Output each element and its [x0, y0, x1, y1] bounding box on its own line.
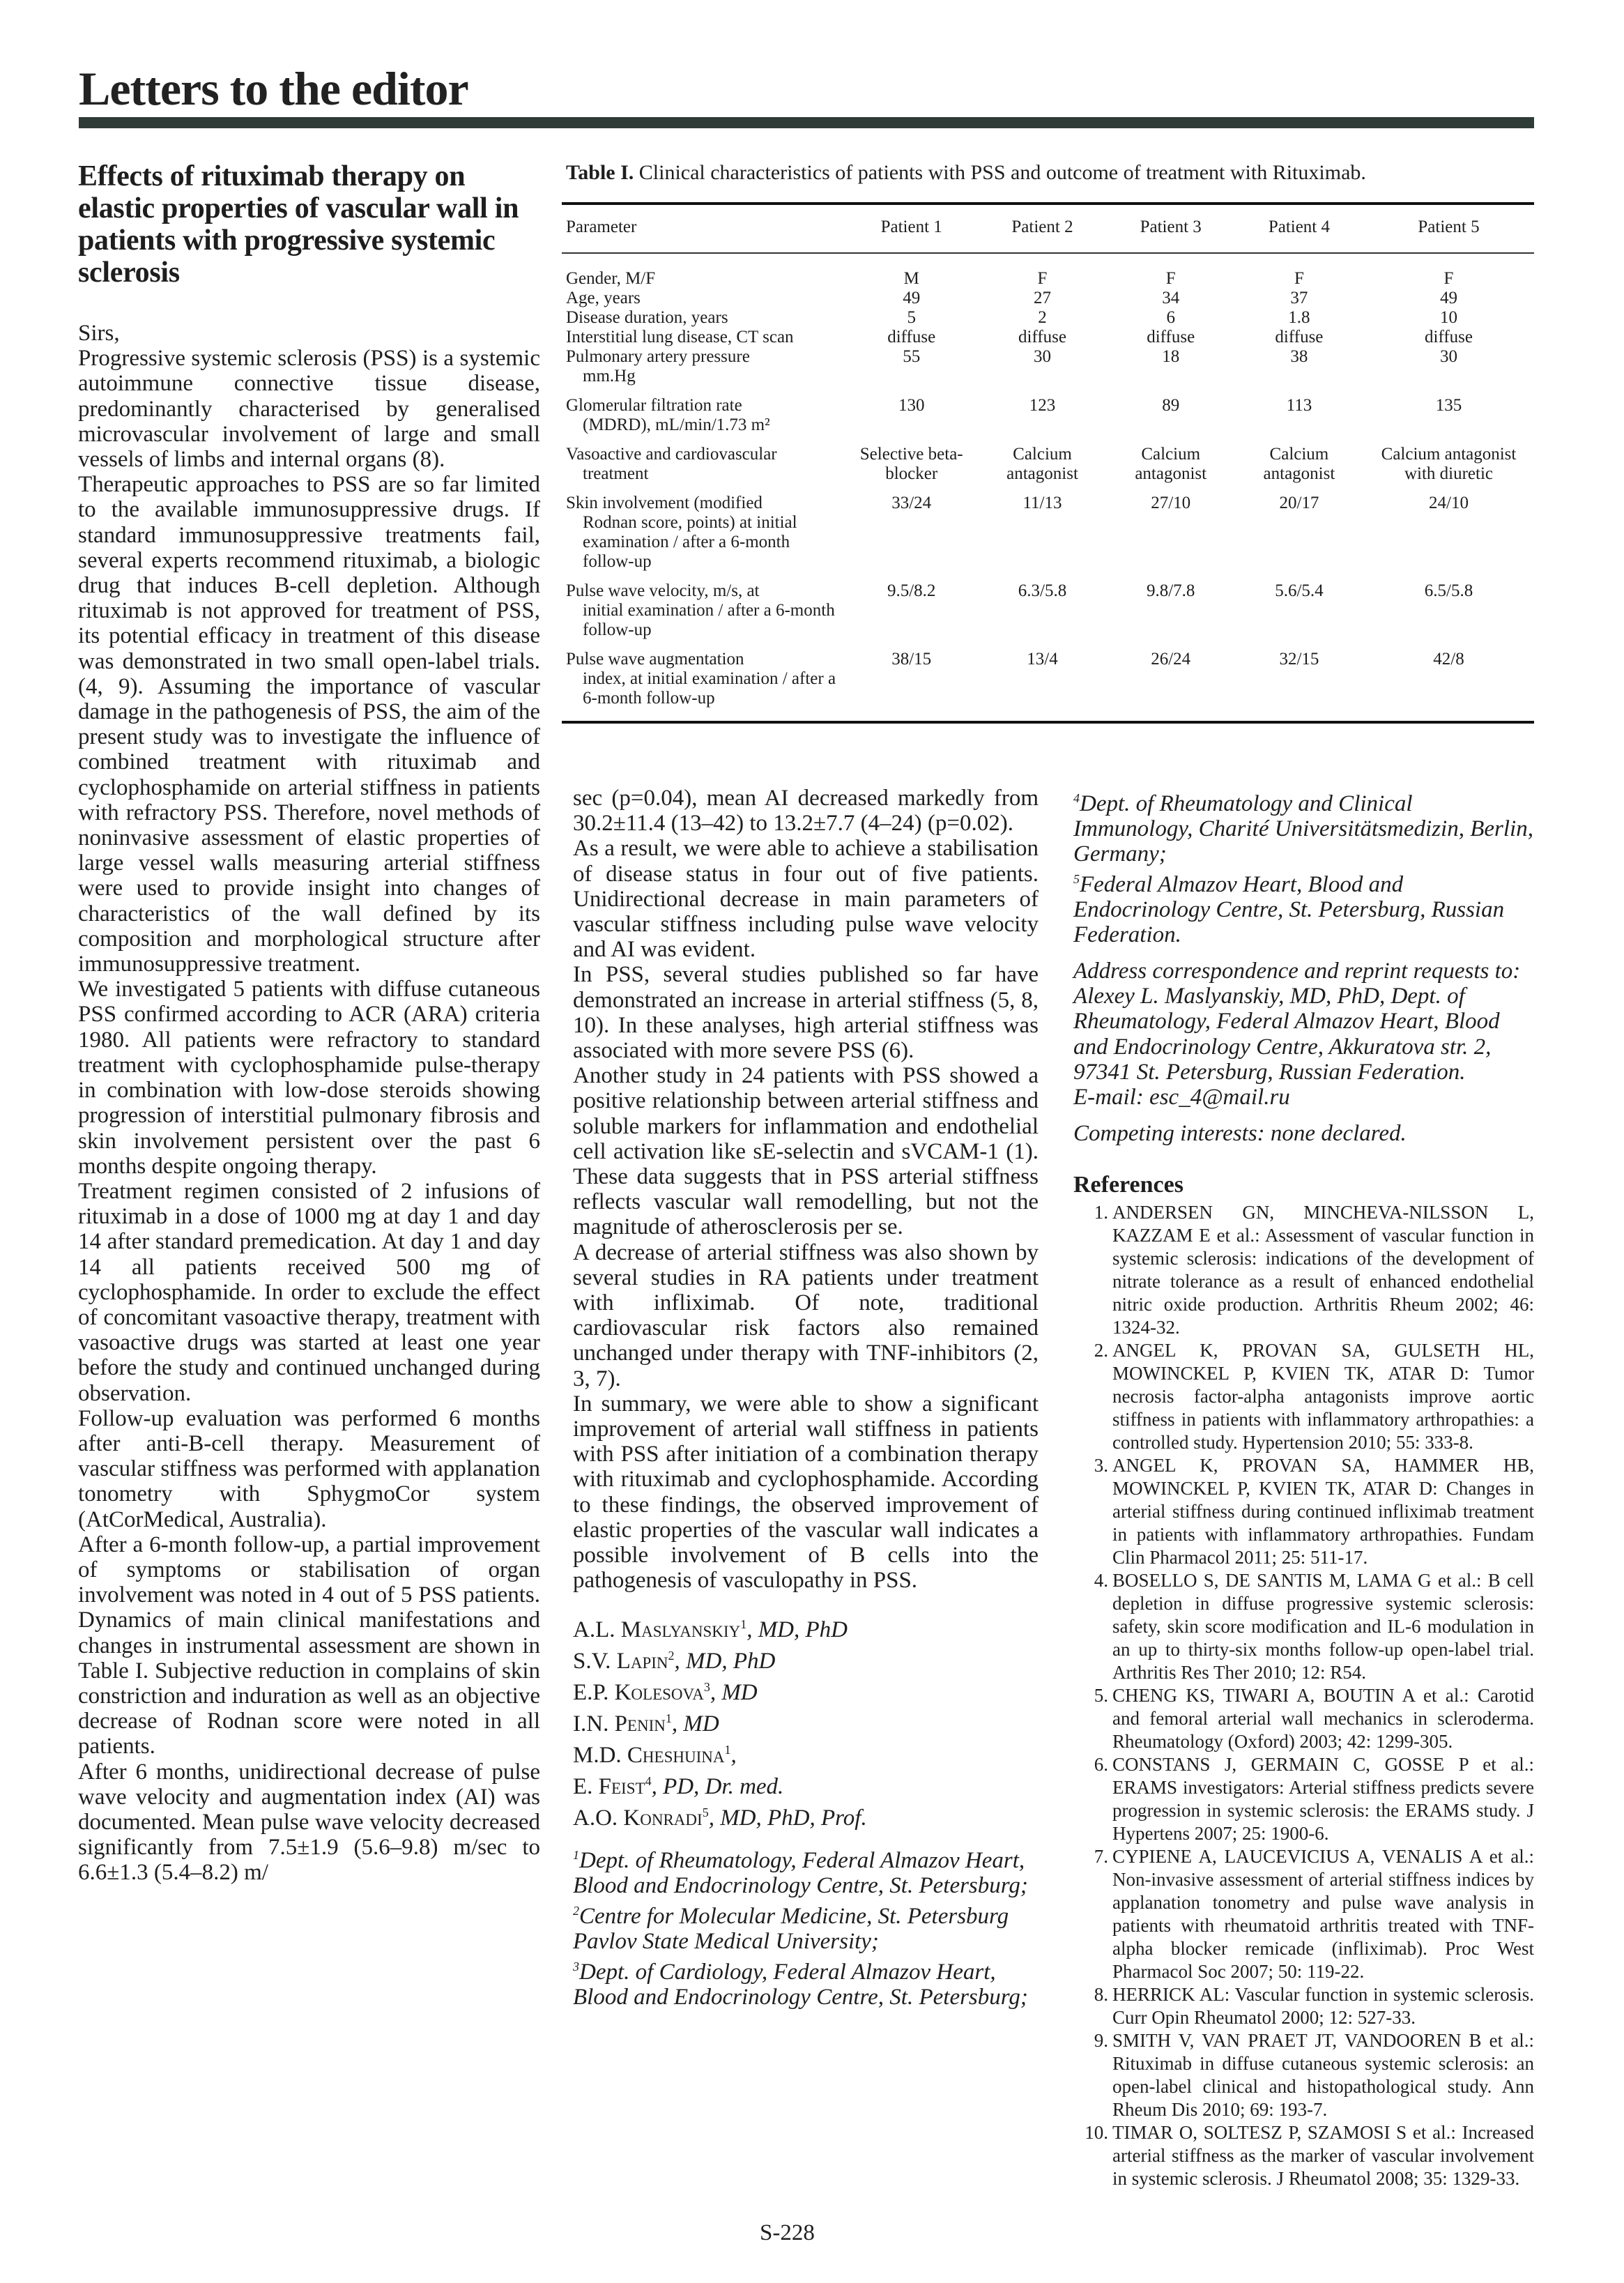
- affiliations-continued: [1073, 786, 1534, 947]
- reference-text: BOSELLO S, DE SANTIS M, LAMA G et al.: B cell depletion in diffuse progressive systemic sclerosis: safety, skin score modification and IL-6 modulation in an up to thirty-six months follow-up open-label trial. Arthritis Res Ther 2010; 12: R54.: [1112, 1569, 1534, 1683]
- author-name: I.N. Penin: [573, 1711, 666, 1736]
- table-row: [562, 347, 1534, 386]
- reference-item: [1073, 1454, 1534, 1569]
- value-cell: 10: [1440, 308, 1457, 327]
- body-paragraph: Follow-up evaluation was performed 6 months after anti-B-cell therapy. Measurement of vascular stiffness was performed with applanation tonometry with SphygmoCor system (AtCorMedical, Australia).: [78, 1405, 540, 1532]
- author-degree: , MD, PhD, Prof.: [708, 1805, 867, 1831]
- author-degree: ,: [730, 1742, 737, 1768]
- affiliation-marker: 1: [740, 1617, 747, 1631]
- value-cell: 113: [1286, 396, 1312, 415]
- affiliation-text: Dept. of Rheumatology, Federal Almazov Heart, Blood and Endocrinology Centre, St. Petersburg;: [573, 1847, 1028, 1898]
- salutation: Sirs,: [78, 321, 120, 346]
- reference-text: CHENG KS, TIWARI A, BOUTIN A et al.: Carotid and femoral arterial wall mechanics in scleroderma. Rheumatology (Oxford) 2003; 42: 1299-305.: [1112, 1684, 1534, 1752]
- affiliation: [1073, 786, 1534, 866]
- author-name: E.P. Kolesova: [573, 1679, 704, 1705]
- body-paragraph: Therapeutic approaches to PSS are so far limited to the available immunosuppressive drugs. If standard immunosuppressive treatments fail, several experts recommend rituximab, a biologic drug that induces B-cell depletion. Although rituximab is not approved for treatment of PSS, its potential efficacy in treatment of this disease was demonstrated in two small open-label trials. (4, 9). Assuming the importance of vascular damage in the pathogenesis of PSS, the aim of the present study was to investigate the influence of combined treatment with rituximab and cyclophosphamide on arterial stiffness in patients with refractory PSS. Therefore, novel methods of noninvasive assessment of elastic properties of large vessel walls measuring arterial stiffness were used to provide insight into changes of characteristics of the wall defined by its composition and morphological structure after immunosuppressive treatment.: [78, 472, 540, 977]
- value-cell: diffuse: [887, 328, 936, 346]
- value-cell: 5.6/5.4: [1275, 581, 1324, 600]
- author-name: M.D. Cheshuina: [573, 1742, 725, 1768]
- reference-number: 5.: [1094, 1684, 1108, 1706]
- body-paragraph: Treatment regimen consisted of 2 infusions of rituximab in a dose of 1000 mg at day 1 and day 14 after standard premedication. At day 1 and day 14 all patients received 500 mg of cyclophosphamide. In order to exclude the effect of concomitant vasoactive therapy, treatment with vasoactive drugs was started at least one year before the study and continued unchanged during observation.: [78, 1178, 540, 1406]
- table-row: [562, 572, 1534, 640]
- body-paragraph: Progressive systemic sclerosis (PSS) is a systemic autoimmune connective tissue disease, predominantly characterised by generalised microvascular involvement of large and small vessels of limbs and internal organs (8).: [78, 346, 540, 473]
- value-cell: F: [1037, 269, 1048, 288]
- affiliation-marker: 1: [724, 1742, 731, 1757]
- value-cell: 6.5/5.8: [1424, 581, 1473, 600]
- reference-number: 7.: [1094, 1845, 1108, 1867]
- value-cell: 123: [1029, 396, 1056, 415]
- parameter-label: Interstitial lung disease, CT scan: [566, 328, 794, 346]
- body-paragraph: Another study in 24 patients with PSS showed a positive relationship between arterial stiffness and soluble markers for inflammation and endothelial cell activation like sE-selectin and sVCAM-1 (1). These data suggests that in PSS arterial stiffness reflects vascular wall remodelling, but not the magnitude of atherosclerosis per se.: [573, 1063, 1039, 1240]
- reference-item: [1073, 1339, 1534, 1454]
- value-cell: 27/10: [1151, 494, 1191, 512]
- value-cell: diffuse: [1275, 328, 1324, 346]
- reference-item: [1073, 2121, 1534, 2190]
- left-column: [78, 160, 540, 1886]
- email: E-mail: esc_4@mail.ru: [1073, 1085, 1290, 1110]
- affiliation-text: Dept. of Rheumatology and Clinical Immunology, Charité Universitätsmedizin, Berlin, Germany;: [1073, 791, 1533, 866]
- table-row: [562, 386, 1534, 435]
- author-degree: , MD, PhD: [746, 1617, 848, 1642]
- value-cell: 42/8: [1433, 650, 1464, 669]
- affiliation-marker: 3: [703, 1679, 710, 1694]
- column-header: Patient 5: [1418, 217, 1480, 236]
- reference-item: [1073, 1684, 1534, 1753]
- right-column: [1073, 786, 1534, 2190]
- value-cell: 27: [1034, 289, 1051, 307]
- value-cell: 34: [1162, 289, 1180, 307]
- affiliation-text: Centre for Molecular Medicine, St. Petersburg Pavlov State Medical University;: [573, 1903, 1009, 1954]
- affiliation-marker: 2: [573, 1903, 579, 1918]
- clinical-characteristics-table: [562, 202, 1534, 724]
- value-cell: Calcium antagonist: [1006, 445, 1078, 483]
- author-degree: , MD: [671, 1711, 719, 1736]
- table-1: [562, 160, 1534, 724]
- value-cell: F: [1294, 269, 1304, 288]
- reference-number: 4.: [1094, 1569, 1108, 1591]
- body-paragraph: sec (p=0.04), mean AI decreased markedly from 30.2±11.4 (13–42) to 13.2±7.7 (4–24) (p=0.02).: [573, 786, 1039, 837]
- reference-item: [1073, 1753, 1534, 1845]
- table-row: [562, 308, 1534, 328]
- author: [573, 1674, 1039, 1706]
- reference-number: 6.: [1094, 1753, 1108, 1775]
- reference-text: TIMAR O, SOLTESZ P, SZAMOSI S et al.: Increased arterial stiffness as the marker of vascular involvement in systemic sclerosis. J Rheumatol 2008; 35: 1329-33.: [1112, 2121, 1534, 2189]
- affiliation-marker: 1: [665, 1711, 672, 1725]
- parameter-label: Vasoactive and cardiovascular: [566, 445, 777, 464]
- reference-text: ANGEL K, PROVAN SA, HAMMER HB, MOWINCKEL P, KVIEN TK, ATAR D: Changes in arterial stiffness during continued infliximab treatment in patients with inflammatory arthropathies. Fundam Clin Pharmacol 2011; 25: 511-17.: [1112, 1454, 1534, 1568]
- parameter-cell: [562, 386, 845, 435]
- value-cell: 32/15: [1279, 650, 1319, 669]
- value-cell: Selective beta-blocker: [859, 445, 963, 483]
- reference-item: [1073, 1983, 1534, 2029]
- author-name: A.L. Maslyanskiy: [573, 1617, 741, 1642]
- parameter-label: Pulmonary artery pressure: [566, 347, 750, 366]
- parameter-cell: [562, 435, 845, 484]
- reference-text: ANDERSEN GN, MINCHEVA-NILSSON L, KAZZAM E et al.: Assessment of vascular function in systemic sclerosis: indications of the development of nitrate tolerance as a result of enhanced endothelial nitric oxide production. Arthritis Rheum 2002; 46: 1324-32.: [1112, 1201, 1534, 1338]
- section-title: Letters to the editor: [79, 62, 468, 115]
- author-degree: , PD, Dr. med.: [651, 1773, 784, 1799]
- value-cell: 26/24: [1151, 650, 1191, 669]
- affiliation-marker: 4: [1073, 791, 1080, 805]
- value-cell: 2: [1038, 308, 1047, 327]
- middle-column: [573, 786, 1039, 2010]
- reference-item: [1073, 2029, 1534, 2121]
- affiliation: [573, 1954, 1039, 2010]
- body-paragraph: After a 6-month follow-up, a partial improvement of symptoms or stabilisation of organ involvement was noted in 4 out of 5 PSS patients. Dynamics of main clinical manifestations and changes in instrumental assessment are shown in Table I. Subjective reduction in complains of skin constriction and induration as well as an objective decrease of Rodnan score were noted in all patients.: [78, 1532, 540, 1759]
- value-cell: 33/24: [891, 494, 932, 512]
- correspondence: Address correspondence and reprint requests to: Alexey L. Maslyanskiy, MD, PhD, Dept. of Rheumatology, Federal Almazov Heart, Blood and Endocrinology Centre, Akkuratova str. 2, 97341 St. Petersburg, Russian Federation.: [1073, 959, 1521, 1085]
- table-row: [562, 289, 1534, 308]
- parameter-label-continued: treatment: [583, 464, 649, 483]
- author: [573, 1800, 1039, 1831]
- parameter-label-continued: mm.Hg: [583, 367, 636, 385]
- author-list: [573, 1612, 1039, 1831]
- table-row: [562, 484, 1534, 572]
- value-cell: diffuse: [1425, 328, 1473, 346]
- affiliation-text: Federal Almazov Heart, Blood and Endocrinology Centre, St. Petersburg, Russian Federation.: [1073, 872, 1505, 947]
- reference-number: 10.: [1085, 2121, 1108, 2143]
- table-caption: [566, 160, 1534, 185]
- value-cell: 30: [1440, 347, 1457, 366]
- reference-number: 3.: [1094, 1454, 1108, 1476]
- affiliation-marker: 2: [668, 1648, 675, 1663]
- author: [573, 1643, 1039, 1674]
- author-degree: , MD, PhD: [674, 1648, 776, 1674]
- value-cell: 130: [898, 396, 925, 415]
- affiliation-marker: 4: [645, 1773, 652, 1788]
- reference-item: [1073, 1201, 1534, 1339]
- body-paragraph: A decrease of arterial stiffness was also shown by several studies in RA patients under treatment with infliximab. Of note, traditional cardiovascular risk factors also remained unchanged under therapy with TNF-inhibitors (2, 3, 7).: [573, 1239, 1039, 1391]
- value-cell: 49: [1440, 289, 1457, 307]
- column-header: Patient 4: [1268, 217, 1330, 236]
- competing-interests: Competing interests: none declared.: [1073, 1121, 1407, 1147]
- parameter-label: Disease duration, years: [566, 308, 728, 327]
- author-name: E. Feist: [573, 1773, 645, 1799]
- value-cell: 24/10: [1429, 494, 1469, 512]
- value-cell: 1.8: [1288, 308, 1310, 327]
- reference-number: 9.: [1094, 2029, 1108, 2051]
- value-cell: 38/15: [891, 650, 932, 669]
- body-paragraph: We investigated 5 patients with diffuse cutaneous PSS confirmed according to ACR (ARA) criteria 1980. All patients were refractory to standard treatment with cyclophosphamide pulse-therapy in combination with low-dose steroids showing progression of interstitial pulmonary fibrosis and skin involvement persistent over the past 6 months despite ongoing therapy.: [78, 977, 540, 1179]
- value-cell: 13/4: [1027, 650, 1058, 669]
- affiliation-marker: 5: [1073, 872, 1080, 886]
- affiliation: [1073, 866, 1534, 947]
- column-header: Parameter: [566, 217, 637, 236]
- references-heading: References: [1073, 1172, 1183, 1198]
- value-cell: F: [1165, 269, 1176, 288]
- author-name: S.V. Lapin: [573, 1648, 668, 1674]
- author-degree: , MD: [710, 1679, 758, 1705]
- value-cell: 20/17: [1279, 494, 1319, 512]
- reference-item: [1073, 1845, 1534, 1983]
- value-cell: M: [903, 269, 919, 288]
- parameter-label-continued: index, at initial examination / after a 6-month follow-up: [583, 669, 836, 708]
- page-number: S-228: [760, 2220, 815, 2245]
- body-paragraph: As a result, we were able to achieve a stabilisation of disease status in four out of five patients. Unidirectional decrease in main parameters of vascular stiffness including pulse wave velocity and AI was evident.: [573, 836, 1039, 963]
- column-header: Patient 1: [880, 217, 942, 236]
- value-cell: 37: [1290, 289, 1308, 307]
- affiliation: [573, 1898, 1039, 1954]
- parameter-label-continued: initial examination / after a 6-month follow-up: [583, 601, 835, 639]
- header-rule: [79, 117, 1534, 128]
- parameter-label: Skin involvement (modified: [566, 494, 763, 512]
- value-cell: 38: [1290, 347, 1308, 366]
- affiliation: [573, 1842, 1039, 1898]
- parameter-label-continued: (MDRD), mL/min/1.73 m²: [583, 415, 770, 434]
- reference-number: 2.: [1094, 1339, 1108, 1361]
- body-paragraph: In PSS, several studies published so far have demonstrated an increase in arterial stiffness (5, 8, 10). In these analyses, high arterial stiffness was associated with more severe PSS (6).: [573, 962, 1039, 1064]
- table-header-row: [562, 204, 1534, 253]
- parameter-label: Age, years: [566, 289, 641, 307]
- parameter-label: Pulse wave augmentation: [566, 650, 744, 669]
- affiliation-text: Dept. of Cardiology, Federal Almazov Heart, Blood and Endocrinology Centre, St. Petersburg;: [573, 1959, 1028, 2010]
- parameter-label: Gender, M/F: [566, 269, 656, 288]
- table-caption-label: Table I.: [566, 161, 634, 184]
- value-cell: 6.3/5.8: [1018, 581, 1067, 600]
- author: [573, 1737, 1039, 1769]
- table-row: [562, 253, 1534, 289]
- reference-text: CONSTANS J, GERMAIN C, GOSSE P et al.: ERAMS investigators: Arterial stiffness predicts severe progression in systemic sclerosis: the ERAMS study. J Hypertens 2007; 25: 1900-6.: [1112, 1753, 1534, 1844]
- value-cell: 6: [1166, 308, 1175, 327]
- affiliation-marker: 1: [573, 1847, 579, 1862]
- value-cell: 30: [1034, 347, 1051, 366]
- value-cell: 135: [1435, 396, 1462, 415]
- reference-text: HERRICK AL: Vascular function in systemic sclerosis. Curr Opin Rheumatol 2000; 12: 527-33.: [1112, 1983, 1534, 2028]
- reference-item: [1073, 1569, 1534, 1684]
- value-cell: 5: [907, 308, 916, 327]
- table-row: [562, 435, 1534, 484]
- affiliations: [573, 1842, 1039, 2010]
- table-row: [562, 328, 1534, 347]
- body-paragraph: In summary, we were able to show a significant improvement of arterial wall stiffness in patients with PSS after initiation of a combination therapy with rituximab and cyclophosphamide. According to these findings, the observed improvement of elastic properties of the vascular wall indicates a possible involvement of B cells into the pathogenesis of vasculopathy in PSS.: [573, 1391, 1039, 1594]
- parameter-cell: [562, 640, 845, 722]
- parameter-label: Glomerular filtration rate: [566, 396, 742, 415]
- article-title: Effects of rituximab therapy on elastic properties of vascular wall in patients with progressive systemic sclerosis: [78, 160, 519, 289]
- reference-text: SMITH V, VAN PRAET JT, VANDOOREN B et al.: Rituximab in diffuse cutaneous systemic sclerosis: an open-label clinical and histopathological study. Ann Rheum Dis 2010; 69: 193-7.: [1112, 2029, 1534, 2120]
- author: [573, 1769, 1039, 1800]
- parameter-cell: [562, 572, 845, 640]
- reference-number: 1.: [1094, 1201, 1108, 1223]
- value-cell: Calcium antagonist: [1135, 445, 1207, 483]
- value-cell: 55: [903, 347, 921, 366]
- parameter-cell: [562, 253, 845, 289]
- parameter-cell: [562, 328, 845, 347]
- value-cell: 11/13: [1022, 494, 1062, 512]
- value-cell: diffuse: [1018, 328, 1066, 346]
- parameter-label-continued: Rodnan score, points) at initial examination / after a 6-month follow-up: [583, 513, 797, 571]
- value-cell: 49: [903, 289, 921, 307]
- column-header: Patient 3: [1140, 217, 1202, 236]
- author: [573, 1706, 1039, 1737]
- author: [573, 1612, 1039, 1643]
- value-cell: 9.5/8.2: [887, 581, 936, 600]
- column-header: Patient 2: [1011, 217, 1073, 236]
- affiliation-marker: 5: [702, 1805, 709, 1819]
- reference-number: 8.: [1094, 1983, 1108, 2005]
- table-caption-text: Clinical characteristics of patients with PSS and outcome of treatment with Rituximab.: [634, 161, 1366, 184]
- parameter-cell: [562, 308, 845, 328]
- value-cell: 89: [1162, 396, 1180, 415]
- value-cell: 18: [1162, 347, 1180, 366]
- parameter-cell: [562, 347, 845, 386]
- parameter-cell: [562, 289, 845, 308]
- value-cell: Calcium antagonist with diuretic: [1381, 445, 1517, 483]
- value-cell: F: [1443, 269, 1454, 288]
- parameter-cell: [562, 484, 845, 572]
- parameter-label: Pulse wave velocity, m/s, at: [566, 581, 760, 600]
- body-paragraph: After 6 months, unidirectional decrease of pulse wave velocity and augmentation index (AI) was documented. Mean pulse wave velocity decreased significantly from 7.5±1.9 (5.6–9.8) m/sec to 6.6±1.3 (5.4–8.2) m/: [78, 1759, 540, 1886]
- affiliation-marker: 3: [573, 1959, 579, 1973]
- value-cell: 9.8/7.8: [1146, 581, 1195, 600]
- reference-text: ANGEL K, PROVAN SA, GULSETH HL, MOWINCKEL P, KVIEN TK, ATAR D: Tumor necrosis factor-alpha antagonists improve aortic stiffness in patients with inflammatory arthropathies: a controlled study. Hypertension 2010; 55: 333-8.: [1112, 1339, 1534, 1453]
- reference-list: [1073, 1201, 1534, 2190]
- author-name: A.O. Konradi: [573, 1805, 703, 1831]
- table-row: [562, 640, 1534, 722]
- reference-text: CYPIENE A, LAUCEVICIUS A, VENALIS A et al.: Non-invasive assessment of arterial stiffness indices by applanation tonometry and pulse wave analysis in patients with rheumatoid arthritis treated with TNF-alpha blocker remicade (infliximab). Proc West Pharmacol Soc 2007; 50: 119-22.: [1112, 1845, 1534, 1982]
- value-cell: Calcium antagonist: [1263, 445, 1335, 483]
- value-cell: diffuse: [1147, 328, 1195, 346]
